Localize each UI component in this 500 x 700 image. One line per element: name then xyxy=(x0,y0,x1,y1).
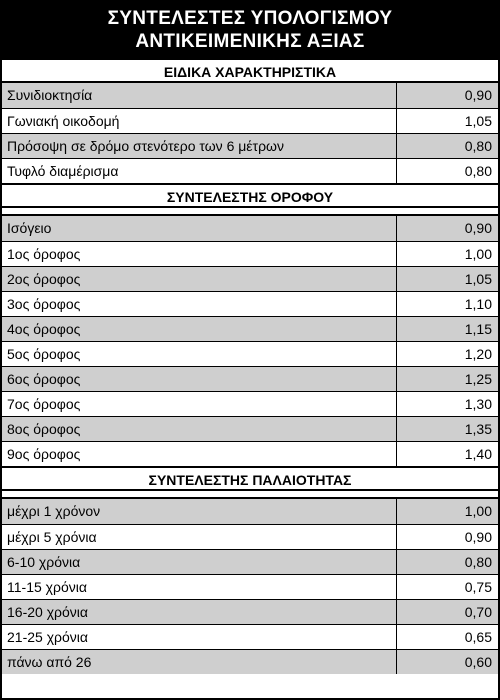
table-row xyxy=(2,83,498,108)
age-coefficient-table xyxy=(2,499,498,674)
row-value: 1,05 xyxy=(396,266,498,291)
section-header-age-coefficient: ΣΥΝΤΕΛΕΣΤΗΣ ΠΑΛΑΙΟΤΗΤΑΣ xyxy=(2,466,498,491)
section-header-floor-coefficient: ΣΥΝΤΕΛΕΣΤΗΣ ΟΡΟΦΟΥ xyxy=(2,183,498,208)
table-row xyxy=(2,241,498,266)
row-value: 0,70 xyxy=(396,599,498,624)
row-label: 1ος όροφος xyxy=(2,241,396,266)
table-row xyxy=(2,574,498,599)
row-value: 0,75 xyxy=(396,574,498,599)
row-value: 0,80 xyxy=(396,549,498,574)
row-label: μέχρι 5 χρόνια xyxy=(2,524,396,549)
row-value: 1,10 xyxy=(396,291,498,316)
section-spacer xyxy=(2,491,498,499)
row-value: 1,35 xyxy=(396,416,498,441)
row-label: μέχρι 1 χρόνον xyxy=(2,499,396,524)
main-title-line-1: ΣΥΝΤΕΛΕΣΤΕΣ ΥΠΟΛΟΓΙΣΜΟΥ xyxy=(107,8,393,29)
table-row xyxy=(2,158,498,183)
table-row xyxy=(2,416,498,441)
row-value: 1,30 xyxy=(396,391,498,416)
row-value: 0,60 xyxy=(396,649,498,674)
row-label: 6ος όροφος xyxy=(2,366,396,391)
row-value: 1,05 xyxy=(396,108,498,133)
row-value: 0,80 xyxy=(396,133,498,158)
table-row xyxy=(2,291,498,316)
table-row xyxy=(2,366,498,391)
row-label: 3ος όροφος xyxy=(2,291,396,316)
row-label: 21-25 χρόνια xyxy=(2,624,396,649)
row-label: Πρόσοψη σε δρόμο στενότερο των 6 μέτρων xyxy=(2,133,396,158)
row-value: 0,65 xyxy=(396,624,498,649)
row-label: 8ος όροφος xyxy=(2,416,396,441)
table-row xyxy=(2,133,498,158)
row-label: Γωνιακή οικοδομή xyxy=(2,108,396,133)
row-label: 9ος όροφος xyxy=(2,441,396,466)
table-row xyxy=(2,316,498,341)
table-row xyxy=(2,216,498,241)
main-title-line-2: ΑΝΤΙΚΕΙΜΕΝΙΚΗΣ ΑΞΙΑΣ xyxy=(135,31,365,52)
row-value: 1,15 xyxy=(396,316,498,341)
row-label: Συνιδιοκτησία xyxy=(2,83,396,108)
row-value: 1,25 xyxy=(396,366,498,391)
row-value: 1,00 xyxy=(396,241,498,266)
special-features-table xyxy=(2,83,498,183)
row-label: Ισόγειο xyxy=(2,216,396,241)
table-row xyxy=(2,649,498,674)
section-header-special-features: ΕΙΔΙΚΑ ΧΑΡΑΚΤΗΡΙΣΤΙΚΑ xyxy=(2,58,498,83)
table-row xyxy=(2,341,498,366)
row-label: 2ος όροφος xyxy=(2,266,396,291)
row-label: 5ος όροφος xyxy=(2,341,396,366)
row-value: 0,90 xyxy=(396,216,498,241)
row-label: 11-15 χρόνια xyxy=(2,574,396,599)
row-label: Τυφλό διαμέρισμα xyxy=(2,158,396,183)
main-title xyxy=(2,2,498,58)
row-label: 4ος όροφος xyxy=(2,316,396,341)
table-row xyxy=(2,499,498,524)
row-value: 0,90 xyxy=(396,524,498,549)
row-value: 0,90 xyxy=(396,83,498,108)
row-label: 7ος όροφος xyxy=(2,391,396,416)
table-row xyxy=(2,391,498,416)
row-label: 6-10 χρόνια xyxy=(2,549,396,574)
section-spacer xyxy=(2,208,498,216)
table-row xyxy=(2,624,498,649)
table-row xyxy=(2,599,498,624)
floor-coefficient-table xyxy=(2,216,498,466)
table-row xyxy=(2,266,498,291)
row-label: πάνω από 26 xyxy=(2,649,396,674)
row-value: 0,80 xyxy=(396,158,498,183)
row-label: 16-20 χρόνια xyxy=(2,599,396,624)
row-value: 1,40 xyxy=(396,441,498,466)
row-value: 1,00 xyxy=(396,499,498,524)
row-value: 1,20 xyxy=(396,341,498,366)
table-row xyxy=(2,549,498,574)
table-row xyxy=(2,524,498,549)
table-row xyxy=(2,441,498,466)
table-row xyxy=(2,108,498,133)
